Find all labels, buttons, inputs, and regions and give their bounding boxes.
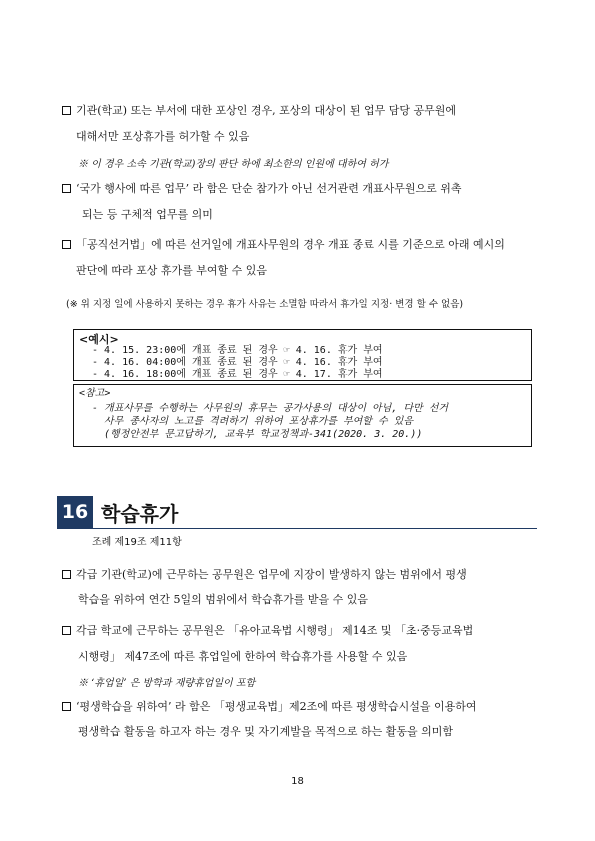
section-number-badge: 16	[57, 496, 93, 528]
section-subtitle: 조례 제19조 제11항	[92, 537, 182, 548]
section-divider	[57, 528, 537, 529]
section-title: 학습휴가	[101, 502, 179, 526]
paragraph-1-line-1: 기관(학교) 또는 부서에 대한 포상인 경우, 포상의 대상이 된 업무 담당 공무원에	[62, 104, 456, 118]
reference-line: (행정안전부 문고답하기, 교육부 학교정책과-341(2020. 3. 20.))	[104, 429, 423, 440]
page-number: 18	[291, 776, 304, 787]
checkbox-bullet-icon	[62, 106, 71, 115]
example-box-heading: <예시>	[79, 333, 119, 346]
checkbox-bullet-icon	[62, 626, 71, 635]
example-box	[73, 329, 532, 381]
section-paragraph-1-line-1: 각급 기관(학교)에 근무하는 공무원은 업무에 지장이 발생하지 않는 범위에서 평생	[62, 568, 467, 582]
section-paragraph-1-line-2: 학습을 위하여 연간 5일의 범위에서 학습휴가를 받을 수 있음	[78, 593, 368, 606]
paragraph-1-line-2: 대해서만 포상휴가를 허가할 수 있음	[76, 130, 250, 143]
reference-box-heading: <참고>	[79, 388, 111, 399]
section-paragraph-2-note: ※ ‘휴업일’ 은 방학과 재량휴업일이 포함	[78, 678, 256, 689]
paragraph-2-line-1: ‘국가 행사에 따른 업무’ 라 함은 단순 참가가 아닌 선거관련 개표사무원으로 위촉	[62, 182, 462, 196]
checkbox-bullet-icon	[62, 184, 71, 193]
paragraph-3-line-2: 판단에 따라 포상 휴가를 부여할 수 있음	[76, 264, 267, 277]
reference-line: 사무 종사자의 노고를 격려하기 위하여 포상휴가를 부여할 수 있음	[104, 416, 413, 427]
section-paragraph-2-line-1: 각급 학교에 근무하는 공무원은 「유아교육법 시행령」 제14조 및 「초·중등교육법	[62, 624, 473, 638]
section-paragraph-2-line-2: 시행령」 제47조에 따른 휴업일에 한하여 학습휴가를 사용할 수 있음	[78, 650, 408, 663]
example-item: - 4. 15. 23:00에 개표 종료 된 경우 ☞ 4. 16. 휴가 부여	[92, 345, 383, 356]
checkbox-bullet-icon	[62, 702, 71, 711]
example-item: - 4. 16. 04:00에 개표 종료 된 경우 ☞ 4. 16. 휴가 부여	[92, 357, 383, 368]
checkbox-bullet-icon	[62, 240, 71, 249]
paragraph-1-note: ※ 이 경우 소속 기관(학교)장의 판단 하에 최소한의 인원에 대하여 허가	[78, 159, 389, 170]
paragraph-2-line-2: 되는 등 구체적 업무를 의미	[82, 208, 213, 221]
section-paragraph-3-line-2: 평생학습 활동을 하고자 하는 경우 및 자기계발을 목적으로 하는 활동을 의미함	[78, 725, 453, 738]
paragraph-3-line-1: 「공직선거법」에 따른 선거일에 개표사무원의 경우 개표 종료 시를 기준으로 아래 예시의	[62, 238, 505, 252]
reference-line: - 개표사무를 수행하는 사무원의 휴무는 공가사용의 대상이 아님, 다만 선거	[92, 403, 449, 414]
paragraph-3-note: (※ 위 지정 일에 사용하지 못하는 경우 휴가 사유는 소멸함 따라서 휴가일 지정· 변경 할 수 없음)	[66, 299, 464, 310]
reference-box	[73, 384, 532, 447]
checkbox-bullet-icon	[62, 570, 71, 579]
section-paragraph-3-line-1: ‘평생학습을 위하여’ 라 함은 「평생교육법」제2조에 따른 평생학습시설을 이용하여	[62, 700, 477, 714]
example-item: - 4. 16. 18:00에 개표 종료 된 경우 ☞ 4. 17. 휴가 부여	[92, 369, 383, 380]
